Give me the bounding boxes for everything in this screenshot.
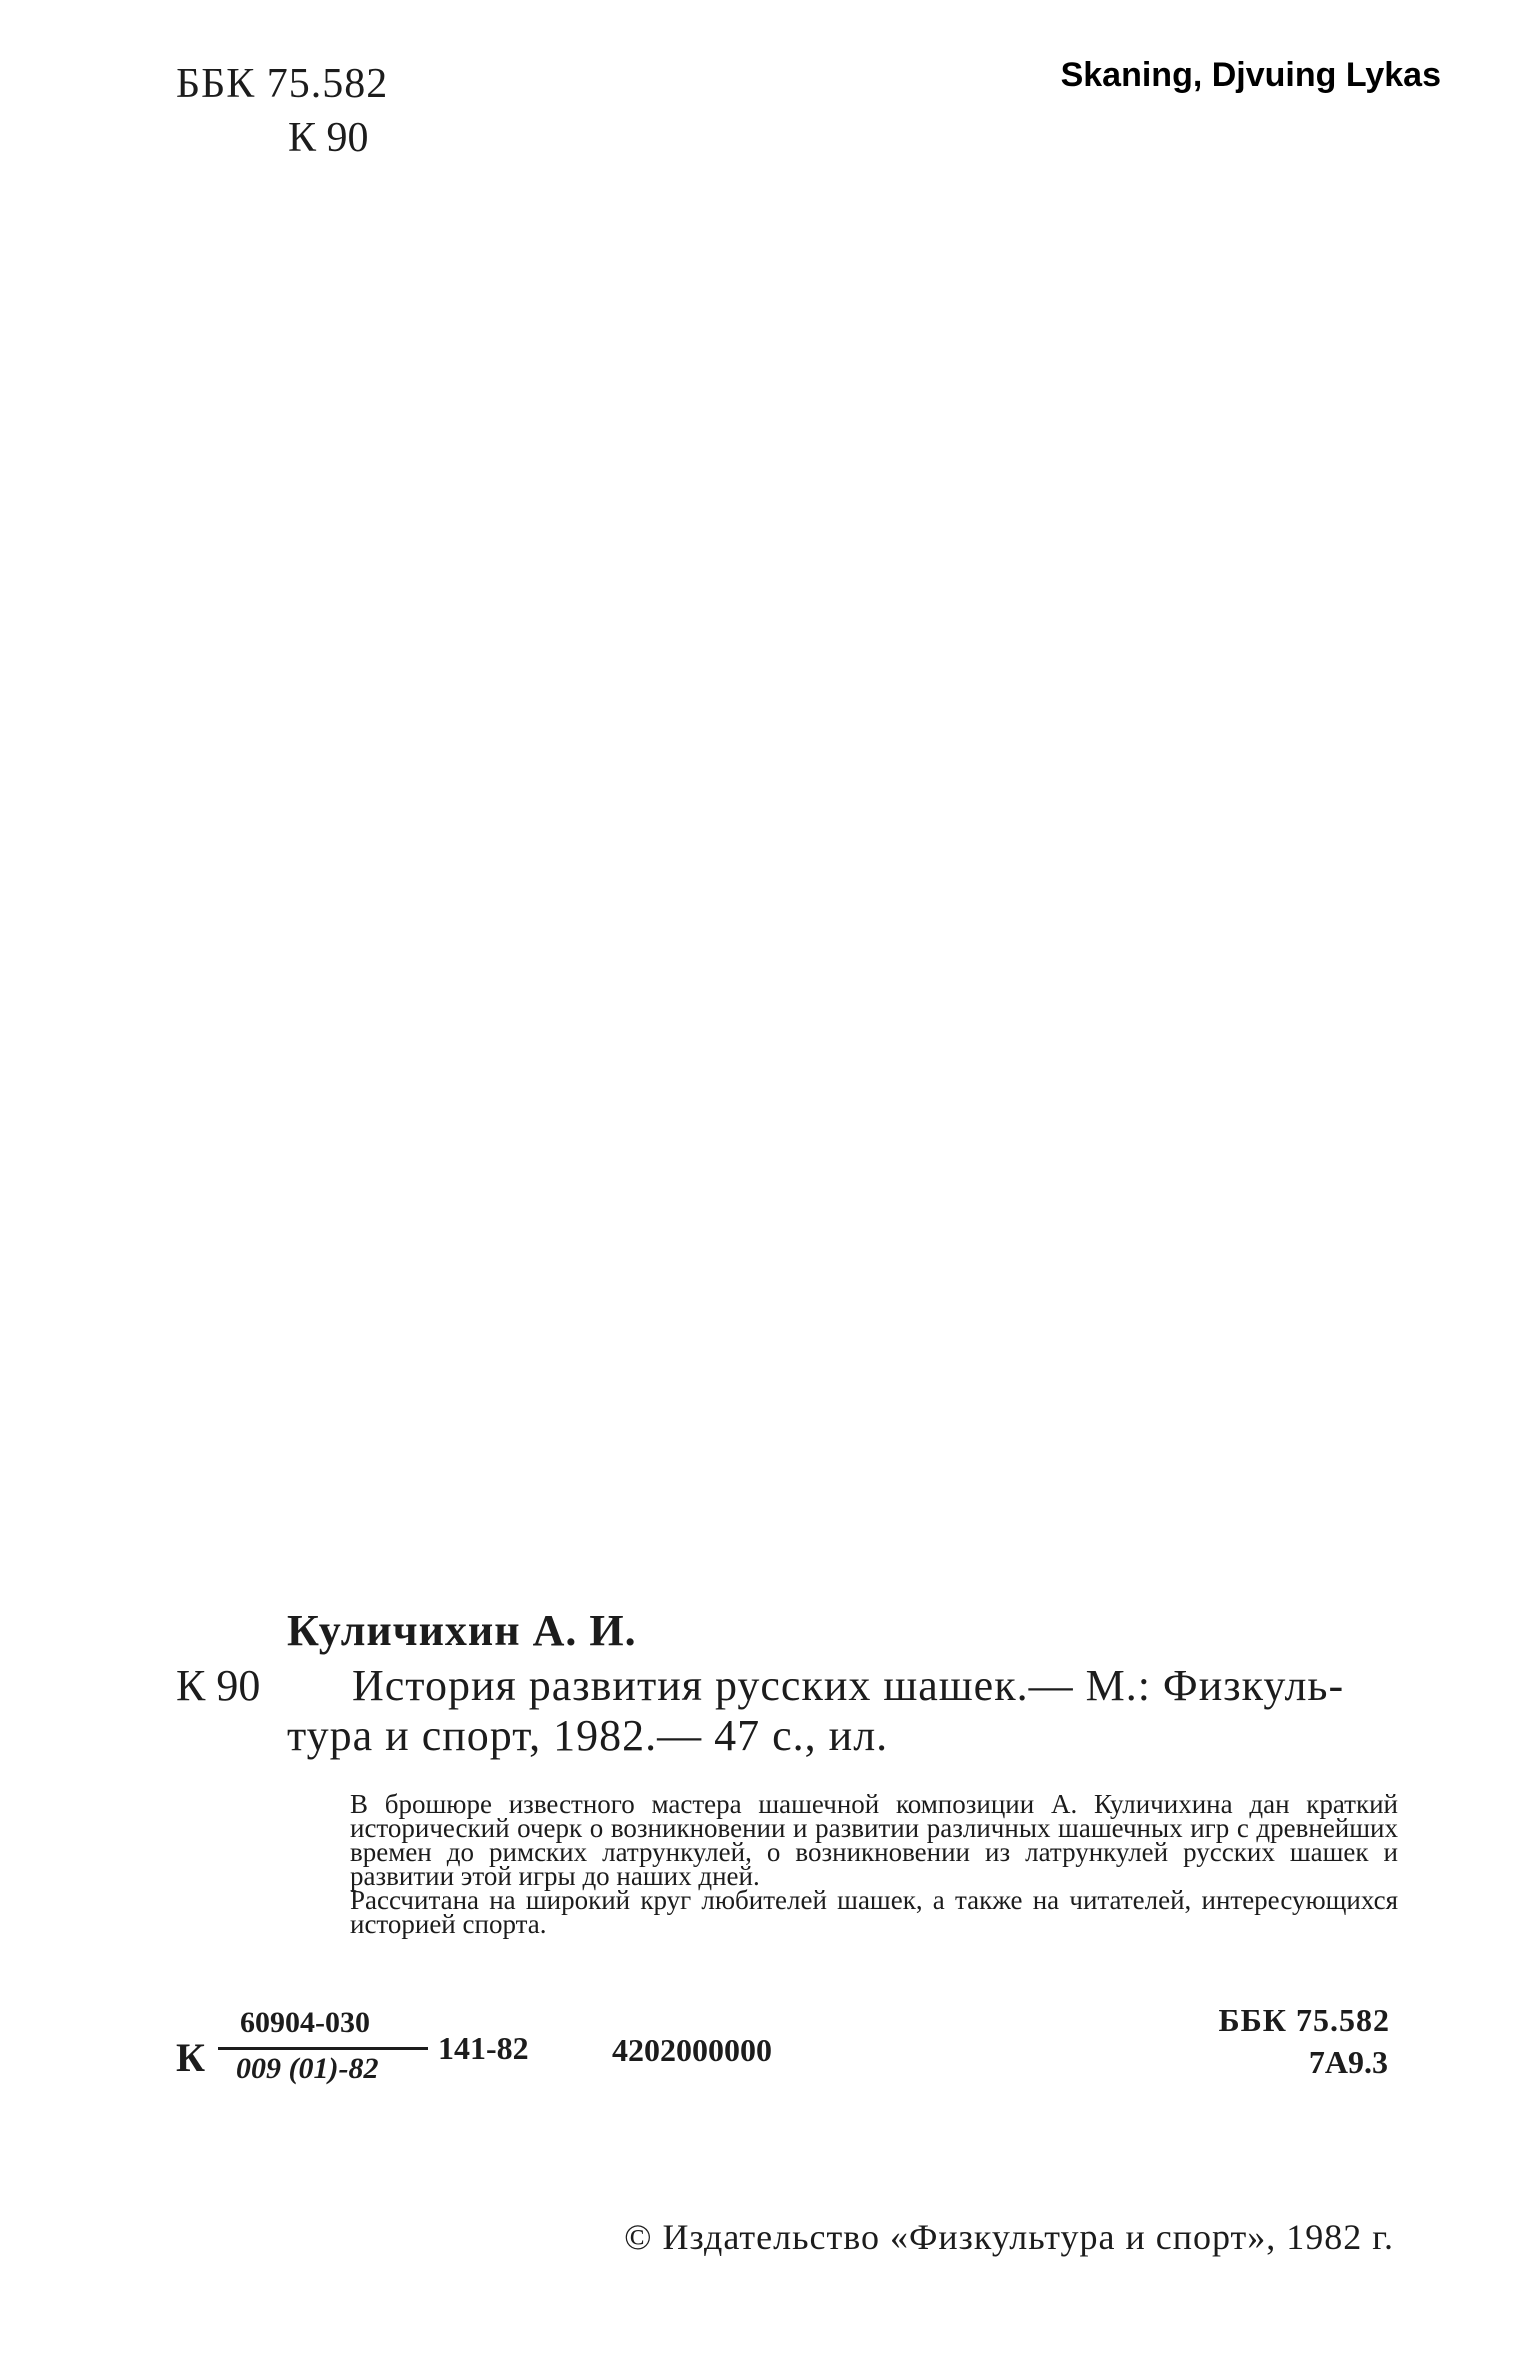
- publishing-index-letter: К: [176, 2035, 206, 2080]
- fraction-line: [218, 2047, 428, 2050]
- annotation-block: [350, 1789, 1398, 1939]
- scan-watermark: Skaning, Djvuing Lykas: [1060, 56, 1441, 94]
- copyright-line: © Издательство «Физкультура и спорт», 1982 г.: [624, 2217, 1394, 2257]
- publishing-index-number: 4202000000: [612, 2032, 772, 2068]
- annotation-paragraph: В брошюре известного мастера шашечной композиции А. Куличихина дан краткий исторический очерк о возникновении и развитии различных шашечных игр с древнейших времен до римских латрункулей, о возникновении из латрункулей русских шашек и развитии этой игры до наших дней.: [350, 1789, 1398, 1891]
- secondary-classification: 7А9.3: [1308, 2044, 1388, 2080]
- author-mark-top: К 90: [288, 115, 369, 161]
- annotation-paragraph: Рассчитана на широкий круг любителей шашек, а также на читателей, интересующихся историей спорта.: [350, 1885, 1398, 1939]
- bbk-classification: ББК 75.582: [1218, 2002, 1390, 2038]
- publishing-index-denominator: 009 (01)-82: [236, 2052, 379, 2085]
- title-line-2: тура и спорт, 1982.— 47 с., ил.: [287, 1711, 889, 1760]
- bbk-code-top: ББК 75.582: [176, 61, 389, 107]
- title-line-1: История развития русских шашек.— М.: Физкуль-: [352, 1661, 1345, 1710]
- author-name: Куличихин А. И.: [287, 1606, 637, 1655]
- publishing-index-numerator: 60904-030: [240, 2006, 370, 2039]
- catalog-mark: К 90: [176, 1661, 261, 1710]
- publishing-index-code: 141-82: [438, 2030, 529, 2066]
